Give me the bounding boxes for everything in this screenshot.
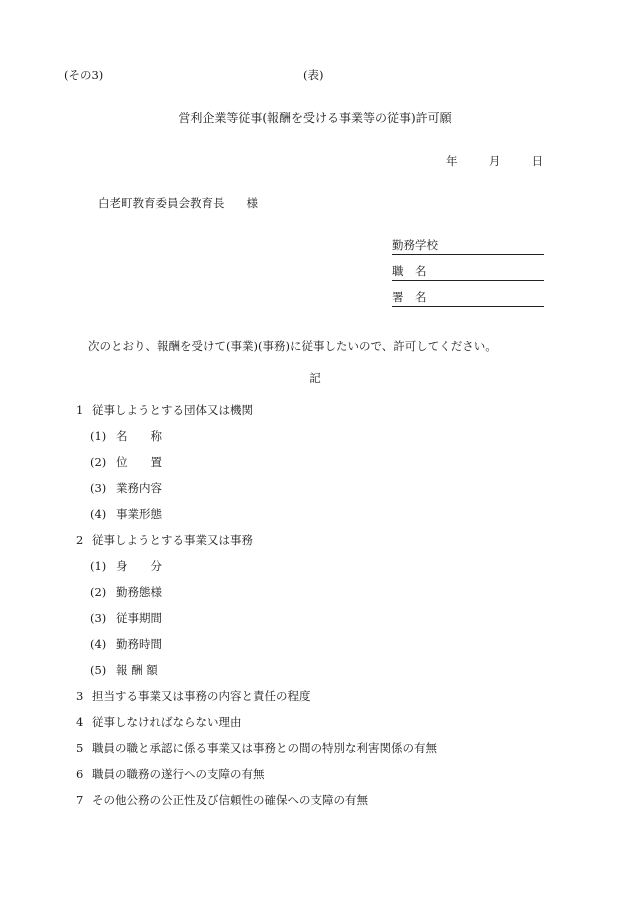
item-number: 7: [76, 793, 84, 807]
addressee-honorific: 様: [246, 196, 258, 210]
date-line: [446, 156, 543, 168]
date-day: 日: [531, 154, 544, 168]
sub-item: [90, 587, 162, 599]
sub-item-text: 業務内容: [116, 481, 162, 495]
item-number: 3: [76, 689, 84, 703]
item-number: 2: [76, 533, 84, 547]
school-field[interactable]: [392, 240, 544, 255]
school-label: 勤務学校: [392, 238, 438, 252]
item-number: 6: [76, 767, 84, 781]
item-number: 1: [76, 403, 84, 417]
document-title: 営利企業等従事(報酬を受ける事業等の従事)許可願: [178, 111, 452, 125]
item-text: 職員の職務の遂行への支障の有無: [92, 767, 265, 781]
sub-item: [90, 483, 162, 495]
sub-item-text: 身 分: [116, 559, 162, 573]
sub-item: [90, 509, 162, 521]
sub-item: [90, 665, 158, 677]
sub-item-text: 報 酬 額: [116, 663, 158, 677]
sub-item-text: 名 称: [116, 429, 162, 443]
list-item: [76, 535, 253, 547]
sub-item-number: (4): [90, 637, 107, 651]
item-text: 職員の職と承認に係る事業又は事務との間の特別な利害関係の有無: [92, 741, 437, 755]
date-year: 年: [446, 154, 458, 168]
sub-item-number: (2): [90, 455, 107, 469]
sub-item: [90, 639, 162, 651]
sub-item-number: (5): [90, 663, 107, 677]
item-text: 従事しようとする事業又は事務: [92, 533, 253, 547]
position-label: 職 名: [392, 264, 427, 278]
sub-item-number: (4): [90, 507, 107, 521]
sub-item-number: (2): [90, 585, 107, 599]
addressee: [98, 198, 258, 210]
list-item: [76, 743, 437, 755]
position-field[interactable]: [392, 266, 544, 281]
sub-item: [90, 561, 162, 573]
sub-item-text: 勤務態様: [116, 585, 162, 599]
list-item: [76, 795, 368, 807]
list-item: [76, 691, 311, 703]
sub-item-number: (3): [90, 611, 107, 625]
sub-item-text: 勤務時間: [116, 637, 162, 651]
side-label: (表): [303, 68, 324, 82]
date-month: 月: [488, 154, 501, 168]
sub-item-number: (1): [90, 559, 107, 573]
item-text: 従事しなければならない理由: [92, 715, 242, 729]
item-number: 4: [76, 715, 84, 729]
list-item: [76, 769, 265, 781]
list-item: [76, 405, 253, 417]
request-text: 次のとおり、報酬を受けて(事業)(事務)に従事したいので、許可してください。: [88, 339, 497, 353]
signature-label: 署 名: [392, 290, 427, 304]
sub-item-text: 位 置: [116, 455, 162, 469]
form-number: (その3): [64, 68, 104, 82]
sub-item-number: (1): [90, 429, 107, 443]
signature-field[interactable]: [392, 292, 544, 307]
item-text: 従事しようとする団体又は機関: [92, 403, 253, 417]
sub-item: [90, 431, 162, 443]
item-text: 担当する事業又は事務の内容と責任の程度: [92, 689, 311, 703]
sub-item-text: 事業形態: [116, 507, 162, 521]
list-item: [76, 717, 242, 729]
item-number: 5: [76, 741, 84, 755]
sub-item-text: 従事期間: [116, 611, 162, 625]
sub-item: [90, 457, 162, 469]
sub-item: [90, 613, 162, 625]
sub-item-number: (3): [90, 481, 107, 495]
addressee-name: 白老町教育委員会教育長: [98, 196, 225, 210]
ki-heading: 記: [309, 371, 321, 385]
item-text: その他公務の公正性及び信頼性の確保への支障の有無: [92, 793, 368, 807]
